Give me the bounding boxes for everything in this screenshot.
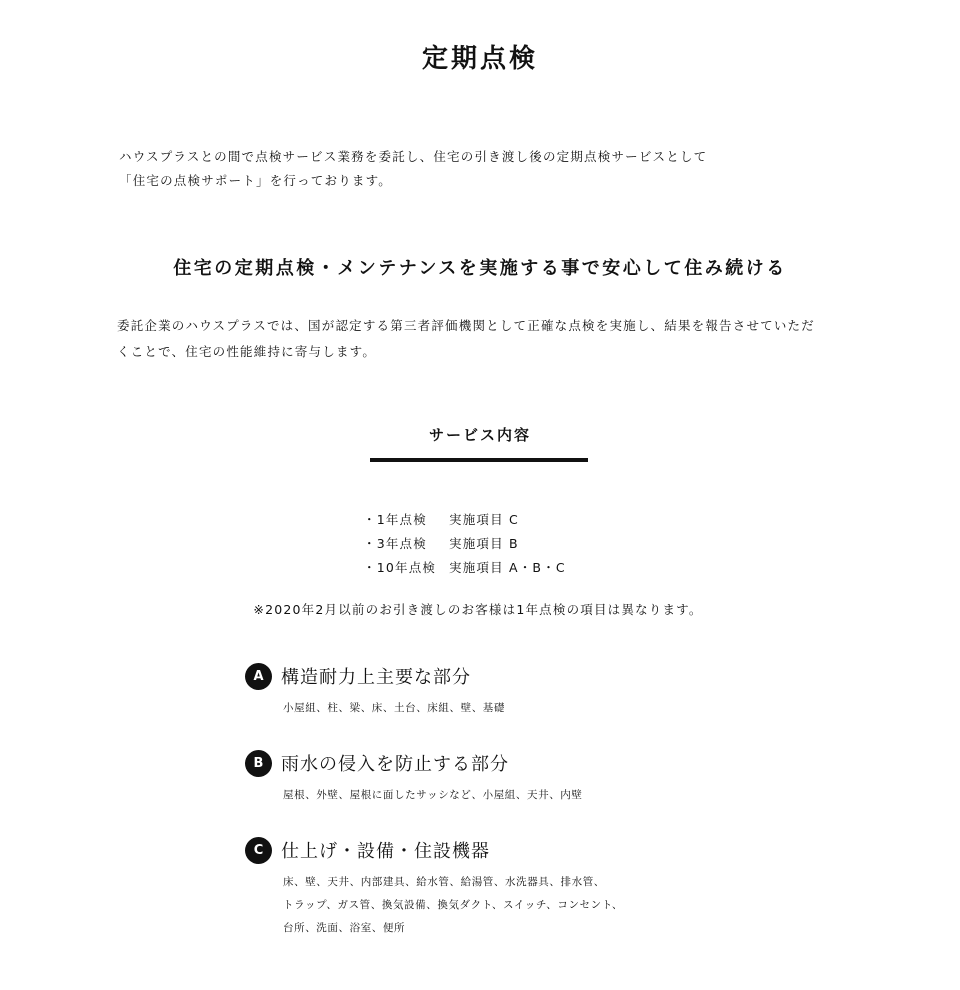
service-name: ・10年点検 — [363, 560, 437, 575]
service-item — [363, 508, 566, 532]
badge-c-icon: C — [245, 837, 272, 864]
part-a — [245, 661, 505, 720]
service-list — [363, 508, 566, 580]
section-subheading: 住宅の定期点検・メンテナンスを実施する事で安心して住み続ける — [173, 258, 787, 279]
intro-line: 「住宅の点検サポート」を行っております。 — [119, 173, 393, 188]
service-detail: 実施項目 A・B・C — [449, 560, 566, 575]
part-item-line: トラップ、ガス管、換気設備、換気ダクト、スイッチ、コンセント、 — [283, 899, 624, 911]
service-name: ・1年点検 — [363, 512, 427, 527]
part-items — [283, 697, 505, 720]
part-c — [245, 835, 623, 940]
intro-line: ハウスプラスとの間で点検サービス業務を委託し、住宅の引き渡し後の定期点検サービスとして — [119, 149, 708, 164]
badge-b-icon: B — [245, 750, 272, 777]
part-item-line: 床、壁、天井、内部建具、給水管、給湯管、水洗器具、排水管、 — [283, 876, 605, 888]
part-item-line: 小屋組、柱、梁、床、土台、床組、壁、基礎 — [283, 702, 505, 714]
part-items — [283, 784, 583, 807]
part-b — [245, 748, 583, 807]
badge-a-icon: A — [245, 663, 272, 690]
part-title: 雨水の侵入を防止する部分 — [281, 754, 509, 775]
service-item — [363, 532, 566, 556]
part-title: 構造耐力上主要な部分 — [281, 667, 471, 688]
part-item-line: 台所、洗面、浴室、便所 — [283, 922, 406, 934]
part-title: 仕上げ・設備・住設機器 — [281, 841, 490, 862]
service-item — [363, 556, 566, 580]
page-title: 定期点検 — [421, 44, 538, 74]
services-title-underline — [370, 458, 588, 462]
part-item-line: 屋根、外壁、屋根に面したサッシなど、小屋組、天井、内壁 — [283, 789, 583, 801]
description-line: 委託企業のハウスプラスでは、国が認定する第三者評価機関として正確な点検を実施し、結果を報告させていただ — [117, 318, 815, 333]
description-text — [117, 313, 847, 365]
service-detail: 実施項目 B — [449, 536, 519, 551]
description-line: くことで、住宅の性能維持に寄与します。 — [117, 344, 377, 359]
service-name: ・3年点検 — [363, 536, 427, 551]
service-note-text: ※2020年2月以前のお引き渡しのお客様は1年点検の項目は異なります。 — [253, 602, 703, 617]
services-title: サービス内容 — [428, 426, 531, 444]
service-note — [0, 600, 960, 618]
service-detail: 実施項目 C — [449, 512, 519, 527]
part-items — [283, 871, 623, 940]
intro-text — [119, 145, 879, 193]
